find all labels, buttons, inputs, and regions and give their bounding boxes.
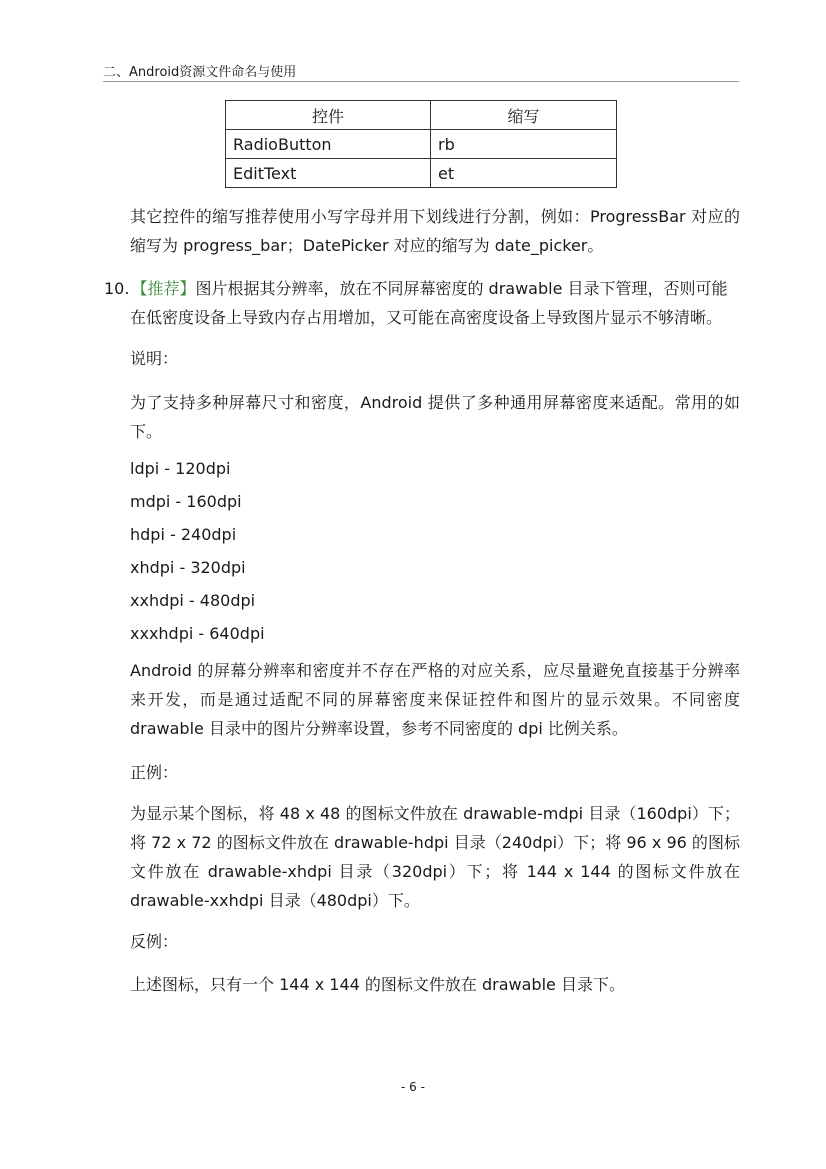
explain-label: 说明：: [130, 349, 179, 368]
recommend-tag: 【推荐】: [131, 279, 196, 298]
table-header-row: [226, 101, 617, 130]
table-row: [226, 159, 617, 188]
page-number: - 6 -: [401, 1080, 425, 1094]
density-item: xxhdpi - 480dpi: [130, 591, 256, 610]
density-item: ldpi - 120dpi: [130, 459, 231, 478]
table-header-cell: 缩写: [431, 101, 617, 130]
explain-paragraph: 为了支持多种屏幕尺寸和密度，Android 提供了多种通用屏幕密度来适配。常用的如下。: [130, 393, 740, 441]
other-controls-paragraph: 其它控件的缩写推荐使用小写字母并用下划线进行分割，例如：ProgressBar 对应的缩写为 progress_bar；DatePicker 对应的缩写为 date_picker。: [130, 207, 740, 255]
density-item: hdpi - 240dpi: [130, 525, 237, 544]
density-item: xhdpi - 320dpi: [130, 558, 246, 577]
table-cell: rb: [431, 130, 617, 159]
header-divider: [103, 81, 739, 82]
table-cell: EditText: [226, 159, 431, 188]
table-row: [226, 130, 617, 159]
abbreviation-table: [225, 100, 617, 188]
positive-label: 正例：: [130, 763, 179, 782]
item-10-line1: 图片根据其分辨率，放在不同屏幕密度的 drawable 目录下管理，否则可能: [195, 279, 728, 298]
item-10-line2: 在低密度设备上导致内存占用增加，又可能在高密度设备上导致图片显示不够清晰。: [130, 308, 723, 327]
table-cell: RadioButton: [226, 130, 431, 159]
density-item: xxxhdpi - 640dpi: [130, 624, 265, 643]
negative-label: 反例：: [130, 932, 179, 951]
item-10: [104, 274, 740, 332]
table-header-cell: 控件: [226, 101, 431, 130]
item-number: 10.: [104, 279, 130, 298]
density-item: mdpi - 160dpi: [130, 492, 242, 511]
table-cell: et: [431, 159, 617, 188]
positive-paragraph: 为显示某个图标，将 48 x 48 的图标文件放在 drawable-mdpi 目录（160dpi）下；将 72 x 72 的图标文件放在 drawable-hdpi 目录（240dpi）下；将 96 x 96 的图标文件放在 drawable-xhdpi 目录（320dpi）下；将 144 x 144 的图标文件放在 drawable-xxhdpi 目录（480dpi）下。: [130, 804, 740, 910]
android-paragraph: Android 的屏幕分辨率和密度并不存在严格的对应关系，应尽量避免直接基于分辨率来开发，而是通过适配不同的屏幕密度来保证控件和图片的显示效果。不同密度 drawable 目录中的图片分辨率设置，参考不同密度的 dpi 比例关系。: [130, 661, 740, 738]
page-header: 二、Android资源文件命名与使用: [103, 65, 297, 80]
negative-paragraph: 上述图标，只有一个 144 x 144 的图标文件放在 drawable 目录下。: [130, 975, 625, 994]
